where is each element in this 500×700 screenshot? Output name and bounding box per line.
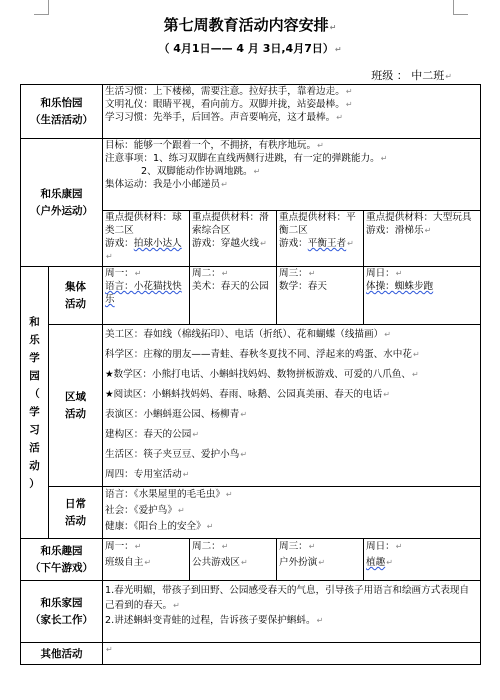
label-family: 和乐家园 （家长工作） (21, 581, 103, 643)
afternoon-day: 周三：↵ 户外扮演↵ (277, 539, 364, 581)
row-daily (21, 487, 481, 539)
label-daily: 日常 活动 (49, 487, 103, 539)
row-afternoon (21, 539, 481, 581)
family-content: 1.春光明媚，带孩子到田野、公园感受春天的气息，引导孩子用语言和绘画方式表现自己看到的春天。↵ 2.讲述蝌蚪变青蛙的过程，告诉孩子要保护蝌蚪。↵ (103, 581, 481, 643)
daily-content: 语言：《水果屋里的毛毛虫》↵ 社会：《爱护鸟》↵ 健康：《阳台上的安全》↵ (103, 487, 481, 539)
material-cell: 重点提供材料：平衡二区 游戏：平衡王者↵ (277, 211, 364, 267)
schedule-table (20, 84, 481, 665)
document-title: 第七周教育活动内容安排↵ (163, 16, 337, 34)
class-label: 班级 ： 中二班↵ (371, 69, 452, 82)
row-family (21, 581, 481, 643)
outdoor-notes: 目标：能够一个跟着一个，不拥挤，有秩序地玩。↵ 注意事项：1、练习双脚在直线两侧行进跳，有一定的弹跳能力。↵ 2、双脚能动作协调地跳。↵ 集体运动：我是小小邮递员↵ (103, 139, 481, 211)
area-line: 美工区：春如线（棉线拓印）、电话（折纸）、花和蝴蝶（线描画）↵ (105, 329, 391, 340)
page-corner-mark-right (453, 0, 468, 15)
area-line: ★阅读区：小蝌蚪找妈妈、春雨、咏鹅、公园真美丽、春天的电话↵ (105, 389, 390, 400)
label-collective: 集体 活动 (49, 267, 103, 325)
other-content: ↵ (103, 643, 481, 665)
area-line: 建构区：春天的公园↵ (105, 429, 200, 440)
life-content (103, 85, 481, 139)
row-life (21, 85, 481, 139)
label-area: 区域 活动 (49, 325, 103, 487)
area-line: 表演区：小蝌蚪逛公园、杨柳青↵ (105, 409, 248, 420)
area-line: 科学区：庄稼的朋友——青蛙、春秋冬夏找不同、浮起来的鸡蛋、水中花↵ (105, 349, 420, 360)
area-line: ★数学区：小熊打电话、小蝌蚪找妈妈、数物拼板游戏、可爱的八爪鱼、↵ (105, 369, 419, 380)
material-cell: 重点提供材料：大型玩具 游戏：滑梯乐↵ (364, 211, 481, 267)
life-line: 生活习惯：上下楼梯，需要注意。拉好扶手，靠着边走。↵ (105, 86, 353, 97)
date-range: （ 4月1日—— 4 月 3日,4月7日）↵ (158, 42, 342, 55)
label-life: 和乐怡园 （生活活动） (21, 85, 103, 139)
collective-day: 周三：↵ 数学：春天 (277, 267, 364, 325)
label-other: 其他活动 (21, 643, 103, 665)
afternoon-day: 周二：↵ 公共游戏区↵ (190, 539, 277, 581)
label-outdoor: 和乐康园 （户外运动） (21, 139, 103, 267)
collective-day: 周二：↵ 美术：春天的公园 (190, 267, 277, 325)
life-line: 文明礼仪：眼睛平视，看向前方。双脚并拢，站姿最棒。↵ (105, 99, 353, 110)
page-corner-mark-left (34, 0, 49, 15)
life-line: 学习习惯：先举手，后回答。声音要响亮，这才最棒。↵ (105, 112, 343, 123)
label-afternoon: 和乐趣园 （下午游戏） (21, 539, 103, 581)
area-line: 周四：专用室活动↵ (105, 469, 190, 480)
label-learning: 和 乐 学 园 （ 学 习 活 动 ） (21, 267, 49, 539)
collective-day: 周一：↵ 语言：小花猫找快乐 (103, 267, 190, 325)
afternoon-day: 周一：↵ 班级自主↵ (103, 539, 190, 581)
row-outdoor-notes (21, 139, 481, 211)
row-collective (21, 267, 481, 325)
afternoon-day: 周日：↵ 植趣↵ (364, 539, 481, 581)
area-content (103, 325, 481, 487)
material-cell: 重点提供材料：滑索综合区 游戏：穿越火线↵ (190, 211, 277, 267)
area-line: 生活区：筷子夹豆豆、爱护小鸟↵ (105, 449, 248, 460)
collective-day: 周日：↵ 体操：蜘蛛步跑 (364, 267, 481, 325)
row-area (21, 325, 481, 487)
row-other (21, 643, 481, 665)
material-cell: 重点提供材料：球类二区 游戏：拍球小达人↵ (103, 211, 190, 267)
